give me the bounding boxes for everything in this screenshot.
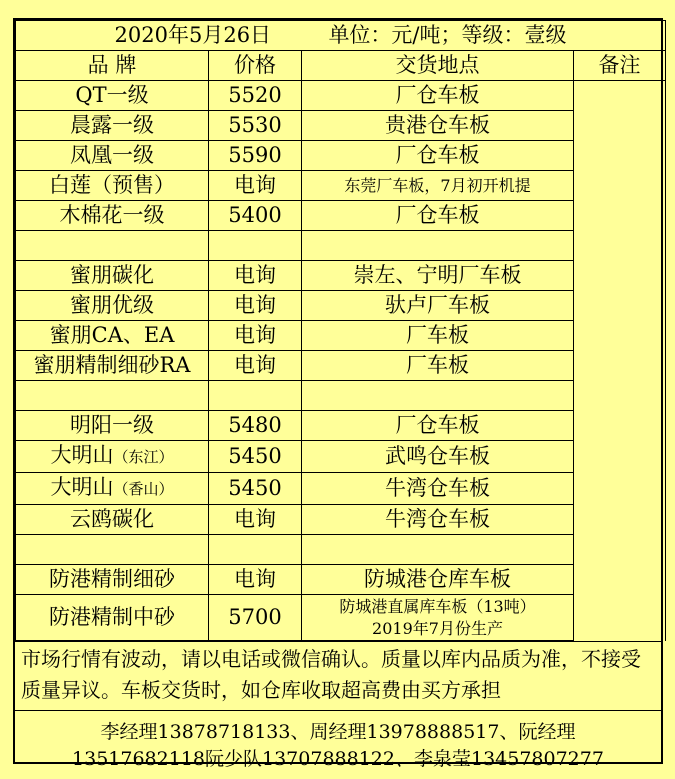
report-date: 2020年5月26日 — [114, 23, 272, 47]
delivery-cell: 厂仓车板 — [302, 201, 574, 231]
price-cell: 电询 — [209, 351, 302, 381]
table-row — [16, 595, 666, 641]
table-row — [16, 381, 666, 411]
delivery-cell — [302, 381, 574, 411]
brand-cell: 明阳一级 — [16, 411, 209, 441]
price-sheet — [13, 18, 663, 770]
delivery-cell — [302, 231, 574, 261]
table-row — [16, 535, 666, 565]
delivery-cell: 防城港仓库车板 — [302, 565, 574, 595]
price-cell: 电询 — [209, 505, 302, 535]
price-cell: 电询 — [209, 171, 302, 201]
brand-cell: 大明山（香山） — [16, 473, 209, 505]
price-cell: 5590 — [209, 141, 302, 171]
delivery-cell: 驮卢厂车板 — [302, 291, 574, 321]
price-table — [15, 20, 666, 641]
price-cell: 电询 — [209, 321, 302, 351]
price-cell: 电询 — [209, 565, 302, 595]
title-row — [16, 21, 666, 51]
price-cell: 5520 — [209, 81, 302, 111]
delivery-cell: 厂仓车板 — [302, 411, 574, 441]
table-row — [16, 261, 666, 291]
table-row — [16, 231, 666, 261]
contact-line-2: 13517682118阮少队13707888122、李泉莹13457807277 — [72, 748, 604, 770]
price-cell: 5400 — [209, 201, 302, 231]
contact-info — [15, 710, 661, 779]
price-cell: 5450 — [209, 473, 302, 505]
table-row — [16, 291, 666, 321]
brand-cell: 云鸥碳化 — [16, 505, 209, 535]
table-row — [16, 321, 666, 351]
price-cell — [209, 231, 302, 261]
brand-cell: 凤凰一级 — [16, 141, 209, 171]
brand-cell — [16, 231, 209, 261]
brand-cell: 蜜朋精制细砂RA — [16, 351, 209, 381]
brand-cell: 蜜朋CA、EA — [16, 321, 209, 351]
brand-cell: 晨露一级 — [16, 111, 209, 141]
price-cell: 5480 — [209, 411, 302, 441]
delivery-cell — [302, 535, 574, 565]
note-cell — [574, 81, 666, 641]
delivery-cell: 贵港仓车板 — [302, 111, 574, 141]
table-row — [16, 565, 666, 595]
table-row — [16, 171, 666, 201]
delivery-cell: 东莞厂车板，7月初开机提 — [302, 171, 574, 201]
brand-cell: 蜜朋碳化 — [16, 261, 209, 291]
brand-cell: 防港精制细砂 — [16, 565, 209, 595]
brand-cell — [16, 535, 209, 565]
table-row — [16, 473, 666, 505]
delivery-cell: 牛湾仓车板 — [302, 505, 574, 535]
table-row — [16, 201, 666, 231]
price-cell — [209, 381, 302, 411]
delivery-cell: 崇左、宁明厂车板 — [302, 261, 574, 291]
col-price-header: 价格 — [209, 51, 302, 81]
table-row — [16, 351, 666, 381]
col-delivery-header: 交货地点 — [302, 51, 574, 81]
price-cell — [209, 535, 302, 565]
price-cell: 电询 — [209, 261, 302, 291]
brand-cell: 防港精制中砂 — [16, 595, 209, 641]
price-cell: 5530 — [209, 111, 302, 141]
col-note-header: 备注 — [574, 51, 666, 81]
col-brand-header: 品 牌 — [16, 51, 209, 81]
brand-cell: 木棉花一级 — [16, 201, 209, 231]
delivery-cell: 厂仓车板 — [302, 81, 574, 111]
delivery-cell: 牛湾仓车板 — [302, 473, 574, 505]
delivery-cell: 防城港直属库车板（13吨） 2019年7月份生产 — [302, 595, 574, 641]
price-cell: 5700 — [209, 595, 302, 641]
table-row — [16, 141, 666, 171]
brand-cell — [16, 381, 209, 411]
table-row — [16, 411, 666, 441]
delivery-cell: 武鸣仓车板 — [302, 441, 574, 473]
header-row — [16, 51, 666, 81]
table-row — [16, 441, 666, 473]
brand-cell: 大明山（东江） — [16, 441, 209, 473]
contact-line-1: 李经理13878718133、周经理13978888517、阮经理 — [100, 721, 576, 743]
price-cell: 5450 — [209, 441, 302, 473]
price-cell: 电询 — [209, 291, 302, 321]
brand-cell: QT一级 — [16, 81, 209, 111]
delivery-cell: 厂车板 — [302, 321, 574, 351]
delivery-cell: 厂仓车板 — [302, 141, 574, 171]
brand-cell: 白莲（预售） — [16, 171, 209, 201]
market-notice: 市场行情有波动，请以电话或微信确认。质量以库内品质为准，不接受质量异议。车板交货时，如仓库收取超高费由买方承担 — [15, 641, 661, 710]
table-row — [16, 505, 666, 535]
table-row — [16, 81, 666, 111]
brand-cell: 蜜朋优级 — [16, 291, 209, 321]
table-row — [16, 111, 666, 141]
delivery-cell: 厂车板 — [302, 351, 574, 381]
unit-grade: 单位：元/吨；等级：壹级 — [328, 23, 567, 47]
